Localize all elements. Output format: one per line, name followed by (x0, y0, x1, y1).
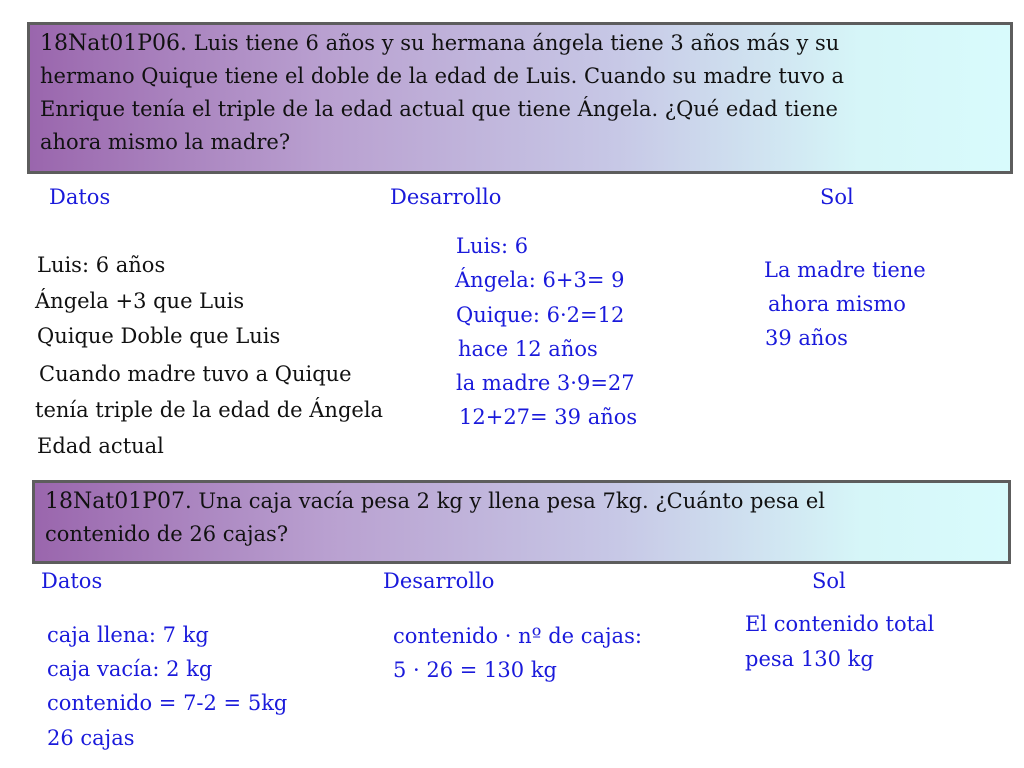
sol-line: La madre tiene (764, 258, 926, 282)
datos-item: caja vacía: 2 kg (47, 657, 213, 681)
problem-1-line-1: 18Nat01P06. Luis tiene 6 años y su hermana ángela tiene 3 años más y su (40, 31, 840, 56)
sol-line: 39 años (765, 326, 848, 350)
problem-1-desarrollo-heading: Desarrollo (390, 185, 502, 209)
datos-item: Quique Doble que Luis (37, 324, 281, 348)
problem-2-datos-heading: Datos (41, 569, 103, 593)
problem-2-line-2: contenido de 26 cajas? (45, 522, 289, 546)
desarrollo-step: Luis: 6 (456, 234, 529, 258)
datos-item: Luis: 6 años (37, 253, 166, 277)
sol-line: El contenido total (745, 612, 935, 636)
problem-2-sol-heading: Sol (812, 569, 846, 593)
problem-2-desarrollo-heading: Desarrollo (383, 569, 495, 593)
desarrollo-step: Quique: 6·2=12 (456, 303, 625, 327)
datos-item: caja llena: 7 kg (47, 623, 209, 647)
problem-1-statement (27, 22, 1013, 174)
desarrollo-step: hace 12 años (458, 337, 598, 361)
desarrollo-step: la madre 3·9=27 (456, 371, 635, 395)
sol-line: ahora mismo (768, 292, 906, 316)
desarrollo-step: 5 · 26 = 130 kg (393, 658, 557, 682)
datos-item: Edad actual (37, 434, 164, 458)
desarrollo-step: contenido · nº de cajas: (393, 624, 642, 648)
datos-item: contenido = 7-2 = 5kg (47, 691, 288, 715)
problem-1-datos-heading: Datos (49, 185, 111, 209)
desarrollo-step: Ángela: 6+3= 9 (455, 268, 625, 292)
desarrollo-step: 12+27= 39 años (459, 405, 638, 429)
problem-1-code: 18Nat01P06. (40, 31, 187, 56)
sol-line: pesa 130 kg (745, 647, 874, 671)
problem-1-sol-heading: Sol (820, 185, 854, 209)
problem-1-line-3: Enrique tenía el triple de la edad actual que tiene Ángela. ¿Qué edad tiene (40, 97, 838, 121)
problem-1-line-4: ahora mismo la madre? (40, 130, 291, 154)
problem-2-statement (32, 480, 1011, 564)
datos-item: tenía triple de la edad de Ángela (35, 398, 384, 422)
problem-1-line-2: hermano Quique tiene el doble de la edad de Luis. Cuando su madre tuvo a (40, 64, 845, 88)
problem-2-code: 18Nat01P07 (45, 489, 185, 514)
datos-item: Cuando madre tuvo a Quique (39, 362, 352, 386)
datos-item: Ángela +3 que Luis (35, 289, 245, 313)
problem-2-line-1: 18Nat01P07. Una caja vacía pesa 2 kg y llena pesa 7kg. ¿Cuánto pesa el (45, 489, 826, 514)
datos-item: 26 cajas (47, 726, 135, 750)
